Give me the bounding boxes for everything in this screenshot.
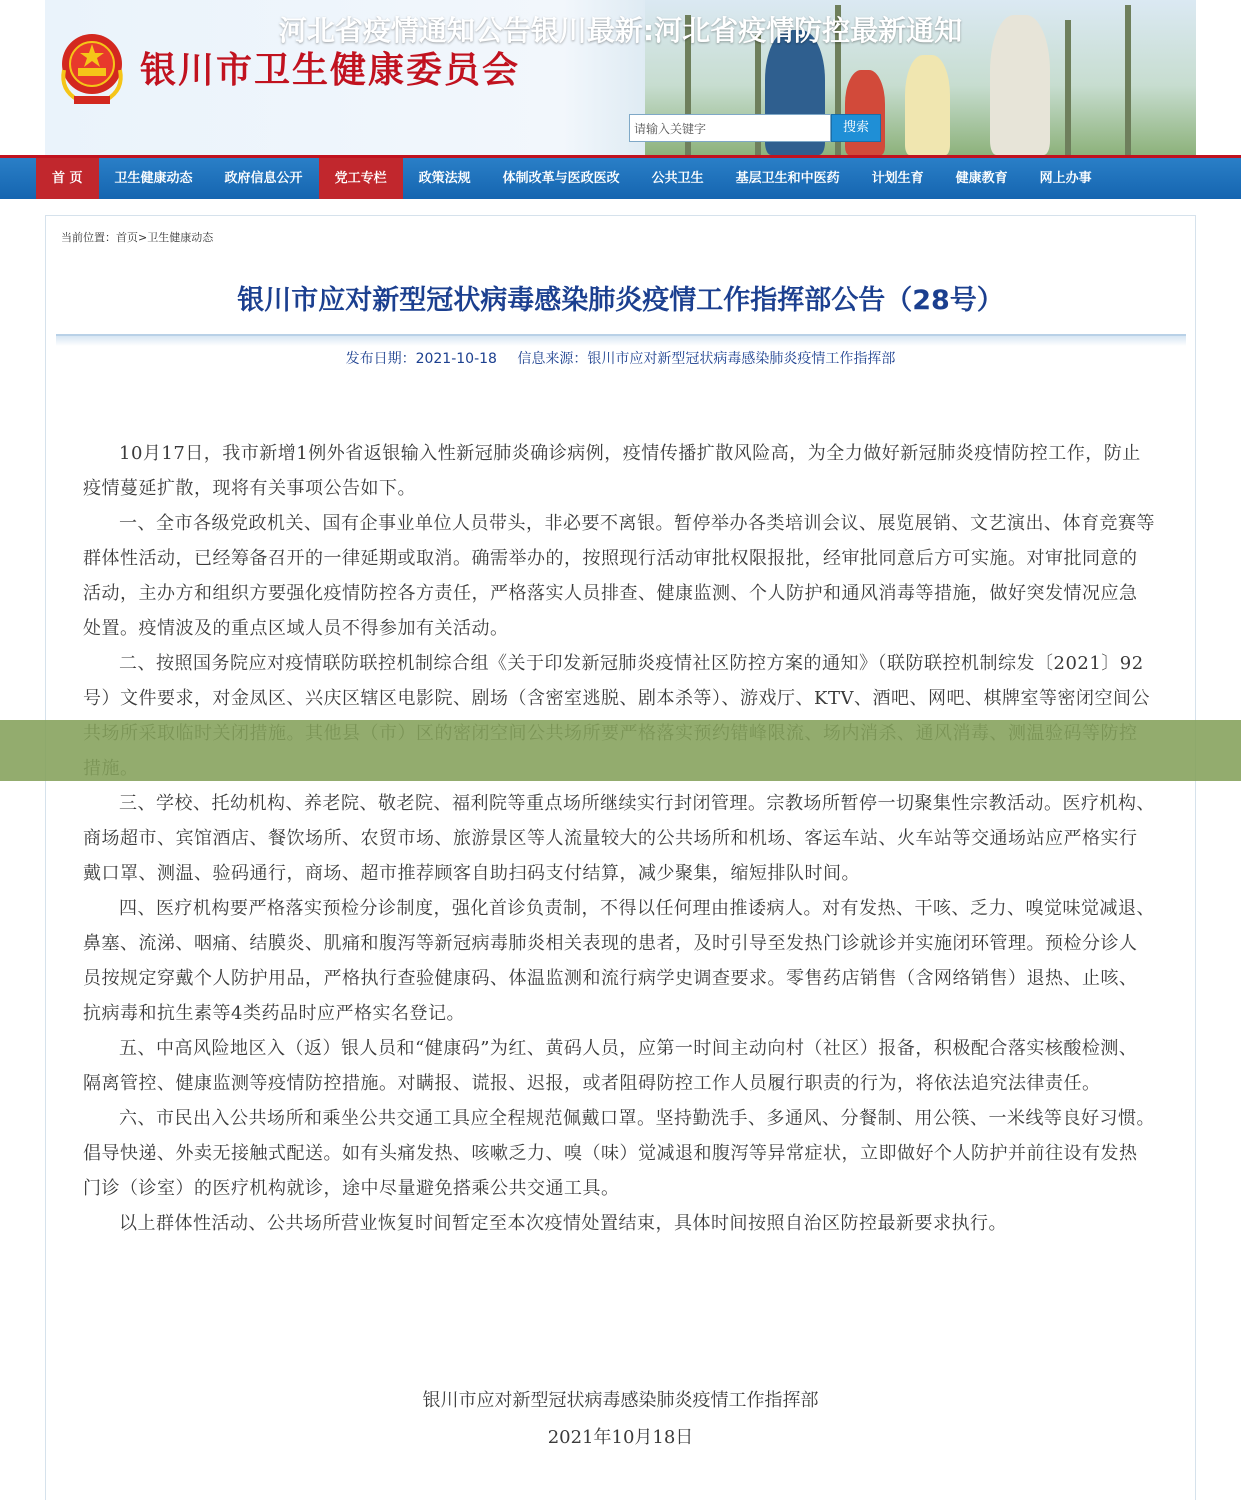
nav-item[interactable]: 首 页 [36, 158, 99, 199]
nav-item[interactable]: 公共卫生 [651, 171, 704, 186]
article-paragraph: 六、市民出入公共场所和乘坐公共交通工具应全程规范佩戴口罩。坚持勤洗手、多通风、分餐制、用公筷、一米线等良好习惯。倡导快递、外卖无接触式配送。如有头痛发热、咳嗽乏力、嗅（味）觉减退和腹泻等异常症状，立即做好个人防护并前往设有发热门诊（诊室）的医疗机构就诊，途中尽量避免搭乘公共交通工具。 [83, 1108, 1155, 1199]
overlay-banner [0, 720, 1241, 781]
overlay-caption: 河北省疫情通知公告银川最新:河北省疫情防控最新通知 [278, 14, 963, 47]
search-button[interactable]: 搜索 [831, 114, 881, 142]
nav-item[interactable]: 基层卫生和中医药 [735, 171, 840, 186]
article-paragraph: 四、医疗机构要严格落实预检分诊制度，强化首诊负责制，不得以任何理由推诿病人。对有发热、干咳、乏力、嗅觉味觉减退、鼻塞、流涕、咽痛、结膜炎、肌痛和腹泻等新冠病毒肺炎相关表现的患者，及时引导至发热门诊就诊并实施闭环管理。预检分诊人员按规定穿戴个人防护用品，严格执行查验健康码、体温监测和流行病学史调查要求。零售药店销售（含网络销售）退热、止咳、抗病毒和抗生素等4类药品时应严格实名登记。 [83, 898, 1155, 1024]
nav-item[interactable]: 网上办事 [1039, 171, 1092, 186]
publish-date: 发布日期：2021-10-18 [345, 351, 497, 367]
article-paragraph: 三、学校、托幼机构、养老院、敬老院、福利院等重点场所继续实行封闭管理。宗教场所暂停一切聚集性宗教活动。医疗机构、商场超市、宾馆酒店、餐饮场所、农贸市场、旅游景区等人流量较大的公共场所和机场、客运车站、火车站等交通场站应严格实行戴口罩、测温、验码通行，商场、超市推荐顾客自助扫码支付结算，减少聚集，缩短排队时间。 [83, 793, 1155, 884]
info-source: 信息来源：银川市应对新型冠状病毒感染肺炎疫情工作指挥部 [517, 351, 896, 367]
signature-date: 2021年10月18日 [547, 1427, 694, 1448]
site-title[interactable]: 银川市卫生健康委员会 [140, 50, 521, 91]
article-body [83, 436, 1155, 1241]
nav-item[interactable]: 健康教育 [955, 171, 1008, 186]
article-container [45, 215, 1196, 1500]
article-meta [46, 348, 1195, 368]
page-title: 银川市应对新型冠状病毒感染肺炎疫情工作指挥部公告（28号） [237, 285, 1004, 316]
title-divider [56, 334, 1186, 346]
article-paragraph: 10月17日，我市新增1例外省返银输入性新冠肺炎确诊病例，疫情传播扩散风险高，为全力做好新冠肺炎疫情防控工作，防止疫情蔓延扩散，现将有关事项公告如下。 [83, 443, 1141, 499]
nav-item[interactable]: 卫生健康动态 [114, 171, 193, 186]
article-paragraph: 五、中高风险地区入（返）银人员和“健康码”为红、黄码人员，应第一时间主动向村（社区）报备，积极配合落实核酸检测、隔离管控、健康监测等疫情防控措施。对瞒报、谎报、迟报，或者阻碍防控工作人员履行职责的行为，将依法追究法律责任。 [83, 1038, 1138, 1094]
nav-item[interactable]: 党工专栏 [319, 158, 403, 199]
nav-item[interactable]: 政策法规 [418, 171, 471, 186]
nav-item[interactable]: 体制改革与医政医改 [502, 171, 620, 186]
search-input[interactable] [629, 114, 831, 142]
nav-item[interactable]: 政府信息公开 [224, 171, 303, 186]
article-paragraph: 以上群体性活动、公共场所营业恢复时间暂定至本次疫情处置结束，具体时间按照自治区防控最新要求执行。 [119, 1213, 1007, 1234]
article-paragraph: 二、按照国务院应对疫情联防联控机制综合组《关于印发新冠肺炎疫情社区防控方案的通知》（联防联控机制综发〔2021〕92号）文件要求，对金凤区、兴庆区辖区电影院、剧场（含密室逃脱、剧本杀等）、游戏厅、KTV、酒吧、网吧、棋牌室等密闭空间公 [83, 653, 1150, 709]
nav-item[interactable]: 计划生育 [871, 171, 924, 186]
signature-org: 银川市应对新型冠状病毒感染肺炎疫情工作指挥部 [422, 1390, 819, 1411]
main-nav [0, 155, 1241, 199]
breadcrumb[interactable]: 当前位置：首页>卫生健康动态 [61, 231, 214, 244]
article-paragraph: 一、全市各级党政机关、国有企事业单位人员带头，非必要不离银。暂停举办各类培训会议、展览展销、文艺演出、体育竞赛等群体性活动，已经筹备召开的一律延期或取消。确需举办的，按照现行活动审批权限报批，经审批同意后方可实施。对审批同意的活动，主办方和组织方要强化疫情防控各方责任，严格落实人员排查、健康监测、个人防护和通风消毒等措施，做好突发情况应急处置。疫情波及的重点区域人员不得参加有关活动。 [83, 513, 1155, 639]
